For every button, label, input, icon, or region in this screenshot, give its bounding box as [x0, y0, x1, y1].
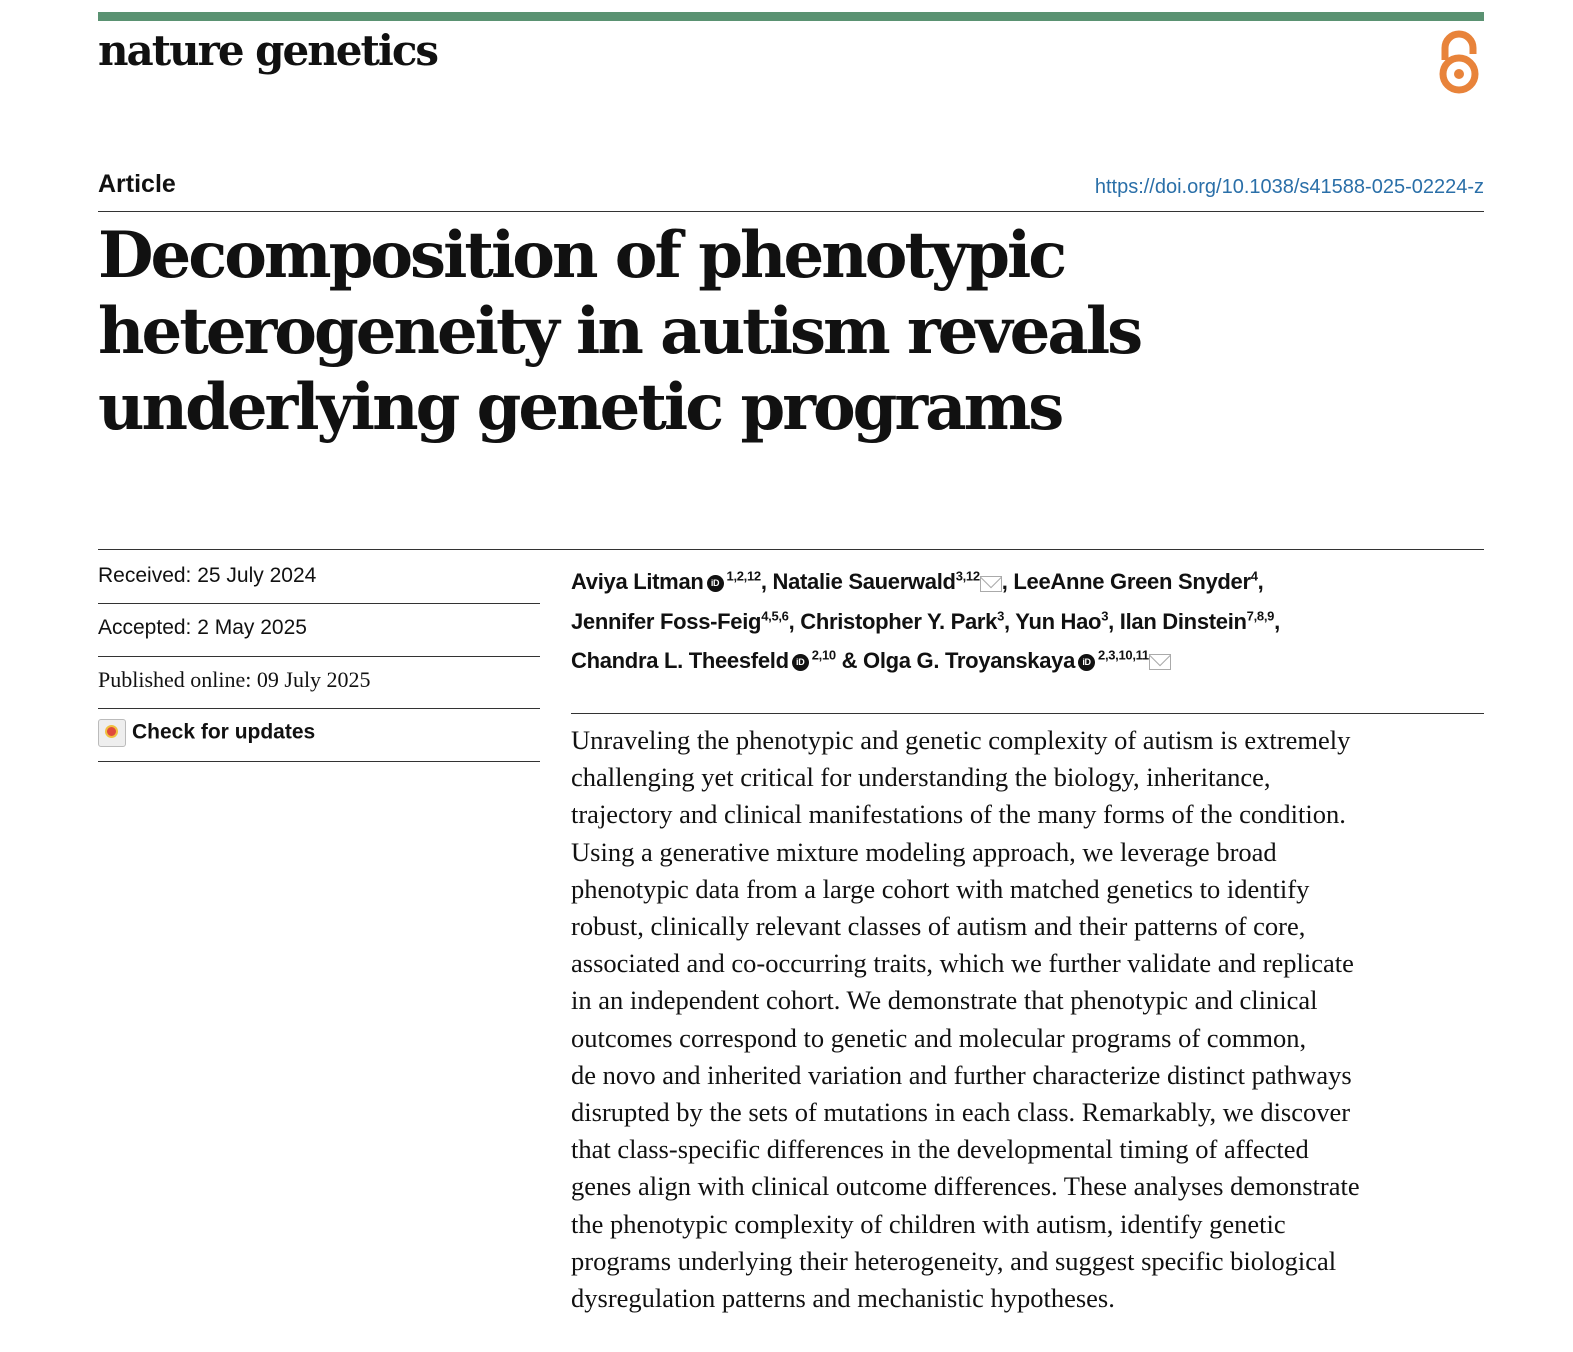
divider — [571, 713, 1484, 714]
divider — [98, 761, 540, 762]
abstract-line: outcomes correspond to genetic and molecular programs of common, — [571, 1022, 1307, 1053]
author[interactable] — [1013, 569, 1263, 594]
check-for-updates-button[interactable] — [98, 719, 315, 747]
abstract-line: dysregulation patterns and mechanistic hypotheses. — [571, 1283, 1115, 1314]
author[interactable] — [1120, 609, 1280, 634]
affiliation-superscript: 3,12 — [955, 569, 980, 584]
abstract-line: programs underlying their heterogeneity, and suggest specific biological — [571, 1245, 1337, 1276]
author-separator: , — [788, 608, 801, 634]
author-separator: , — [1004, 608, 1016, 634]
author[interactable] — [571, 648, 863, 673]
affiliation-superscript: 2,10 — [811, 647, 836, 663]
author-separator: , — [1108, 608, 1120, 634]
affiliation-superscript: 2,3,10,11 — [1098, 647, 1149, 663]
author[interactable] — [1015, 609, 1119, 634]
abstract-line: de novo and inherited variation and further characterize distinct pathways — [571, 1059, 1352, 1090]
divider — [98, 656, 540, 657]
abstract-line: Unraveling the phenotypic and genetic complexity of autism is extremely — [571, 725, 1351, 755]
abstract-line: associated and co-occurring traits, which we further validate and replicate — [571, 948, 1354, 979]
orcid-icon[interactable]: iD — [707, 575, 724, 592]
email-icon[interactable] — [1149, 654, 1171, 670]
abstract-line: robust, clinically relevant classes of autism and their patterns of core, — [571, 911, 1306, 942]
author[interactable] — [772, 569, 1013, 594]
orcid-icon[interactable]: iD — [1078, 654, 1095, 671]
author[interactable] — [571, 609, 800, 634]
article-type: Article — [98, 170, 176, 198]
affiliation-superscript: 3 — [997, 608, 1005, 624]
author-name[interactable]: Christopher Y. Park — [800, 608, 998, 634]
abstract-line: the phenotypic complexity of children with autism, identify genetic — [571, 1208, 1286, 1239]
abstract-line: disrupted by the sets of mutations in each class. Remarkably, we discover — [571, 1097, 1351, 1128]
author[interactable] — [800, 609, 1015, 634]
abstract-line: in an independent cohort. We demonstrate that phenotypic and clinical — [571, 985, 1318, 1016]
doi-link[interactable]: https://doi.org/10.1038/s41588-025-02224-z — [1094, 176, 1484, 198]
author-name[interactable]: Aviya Litman — [571, 569, 704, 595]
author-separator: , — [1257, 569, 1264, 595]
abstract-line: challenging yet critical for understanding the biology, inheritance, — [571, 762, 1271, 793]
article-title: Decomposition of phenotypic heterogeneity in autism reveals underlying genetic programs — [98, 218, 1141, 445]
open-access-icon — [1436, 30, 1482, 101]
author-name[interactable]: Yun Hao — [1015, 608, 1102, 634]
author-name[interactable]: Natalie Sauerwald — [772, 569, 956, 595]
affiliation-superscript: 3 — [1101, 608, 1109, 624]
check-updates-label: Check for updates — [132, 720, 316, 744]
author-name[interactable]: Olga G. Troyanskaya — [863, 647, 1076, 673]
received-date: Received: 25 July 2024 — [98, 564, 317, 587]
author-separator: & — [835, 647, 864, 673]
abstract — [571, 722, 1360, 1317]
affiliation-superscript: 7,8,9 — [1246, 608, 1275, 624]
author-name[interactable]: LeeAnne Green Snyder — [1013, 569, 1251, 595]
abstract-line: trajectory and clinical manifestations of the many forms of the condition. — [571, 799, 1346, 830]
check-updates-icon — [98, 719, 126, 747]
published-date: Published online: 09 July 2025 — [98, 667, 371, 692]
author-separator: , — [1274, 608, 1280, 634]
divider — [98, 603, 540, 604]
author-name[interactable]: Ilan Dinstein — [1119, 608, 1247, 634]
abstract-line: Using a generative mixture modeling approach, we leverage broad — [571, 836, 1277, 867]
author-name[interactable]: Chandra L. Theesfeld — [571, 647, 789, 673]
divider — [98, 211, 1484, 212]
affiliation-superscript: 4 — [1250, 569, 1258, 584]
abstract-line: that class-specific differences in the developmental timing of affected — [571, 1134, 1309, 1165]
author[interactable] — [863, 648, 1171, 673]
author-list — [571, 560, 1280, 678]
journal-logo: nature genetics — [98, 26, 438, 75]
abstract-line: genes align with clinical outcome differences. These analyses demonstrate — [571, 1171, 1360, 1202]
affiliation-superscript: 4,5,6 — [761, 608, 789, 624]
author[interactable] — [571, 569, 772, 594]
author-separator: , — [760, 569, 773, 595]
divider — [98, 549, 1484, 550]
divider — [98, 708, 540, 709]
accepted-date: Accepted: 2 May 2025 — [98, 616, 307, 639]
orcid-icon[interactable]: iD — [792, 654, 809, 671]
abstract-line: phenotypic data from a large cohort with matched genetics to identify — [571, 873, 1310, 904]
author-separator: , — [1001, 569, 1014, 595]
author-name[interactable]: Jennifer Foss-Feig — [571, 608, 762, 634]
email-icon[interactable] — [980, 576, 1002, 592]
journal-accent-bar — [98, 12, 1484, 21]
affiliation-superscript: 1,2,12 — [726, 569, 761, 584]
